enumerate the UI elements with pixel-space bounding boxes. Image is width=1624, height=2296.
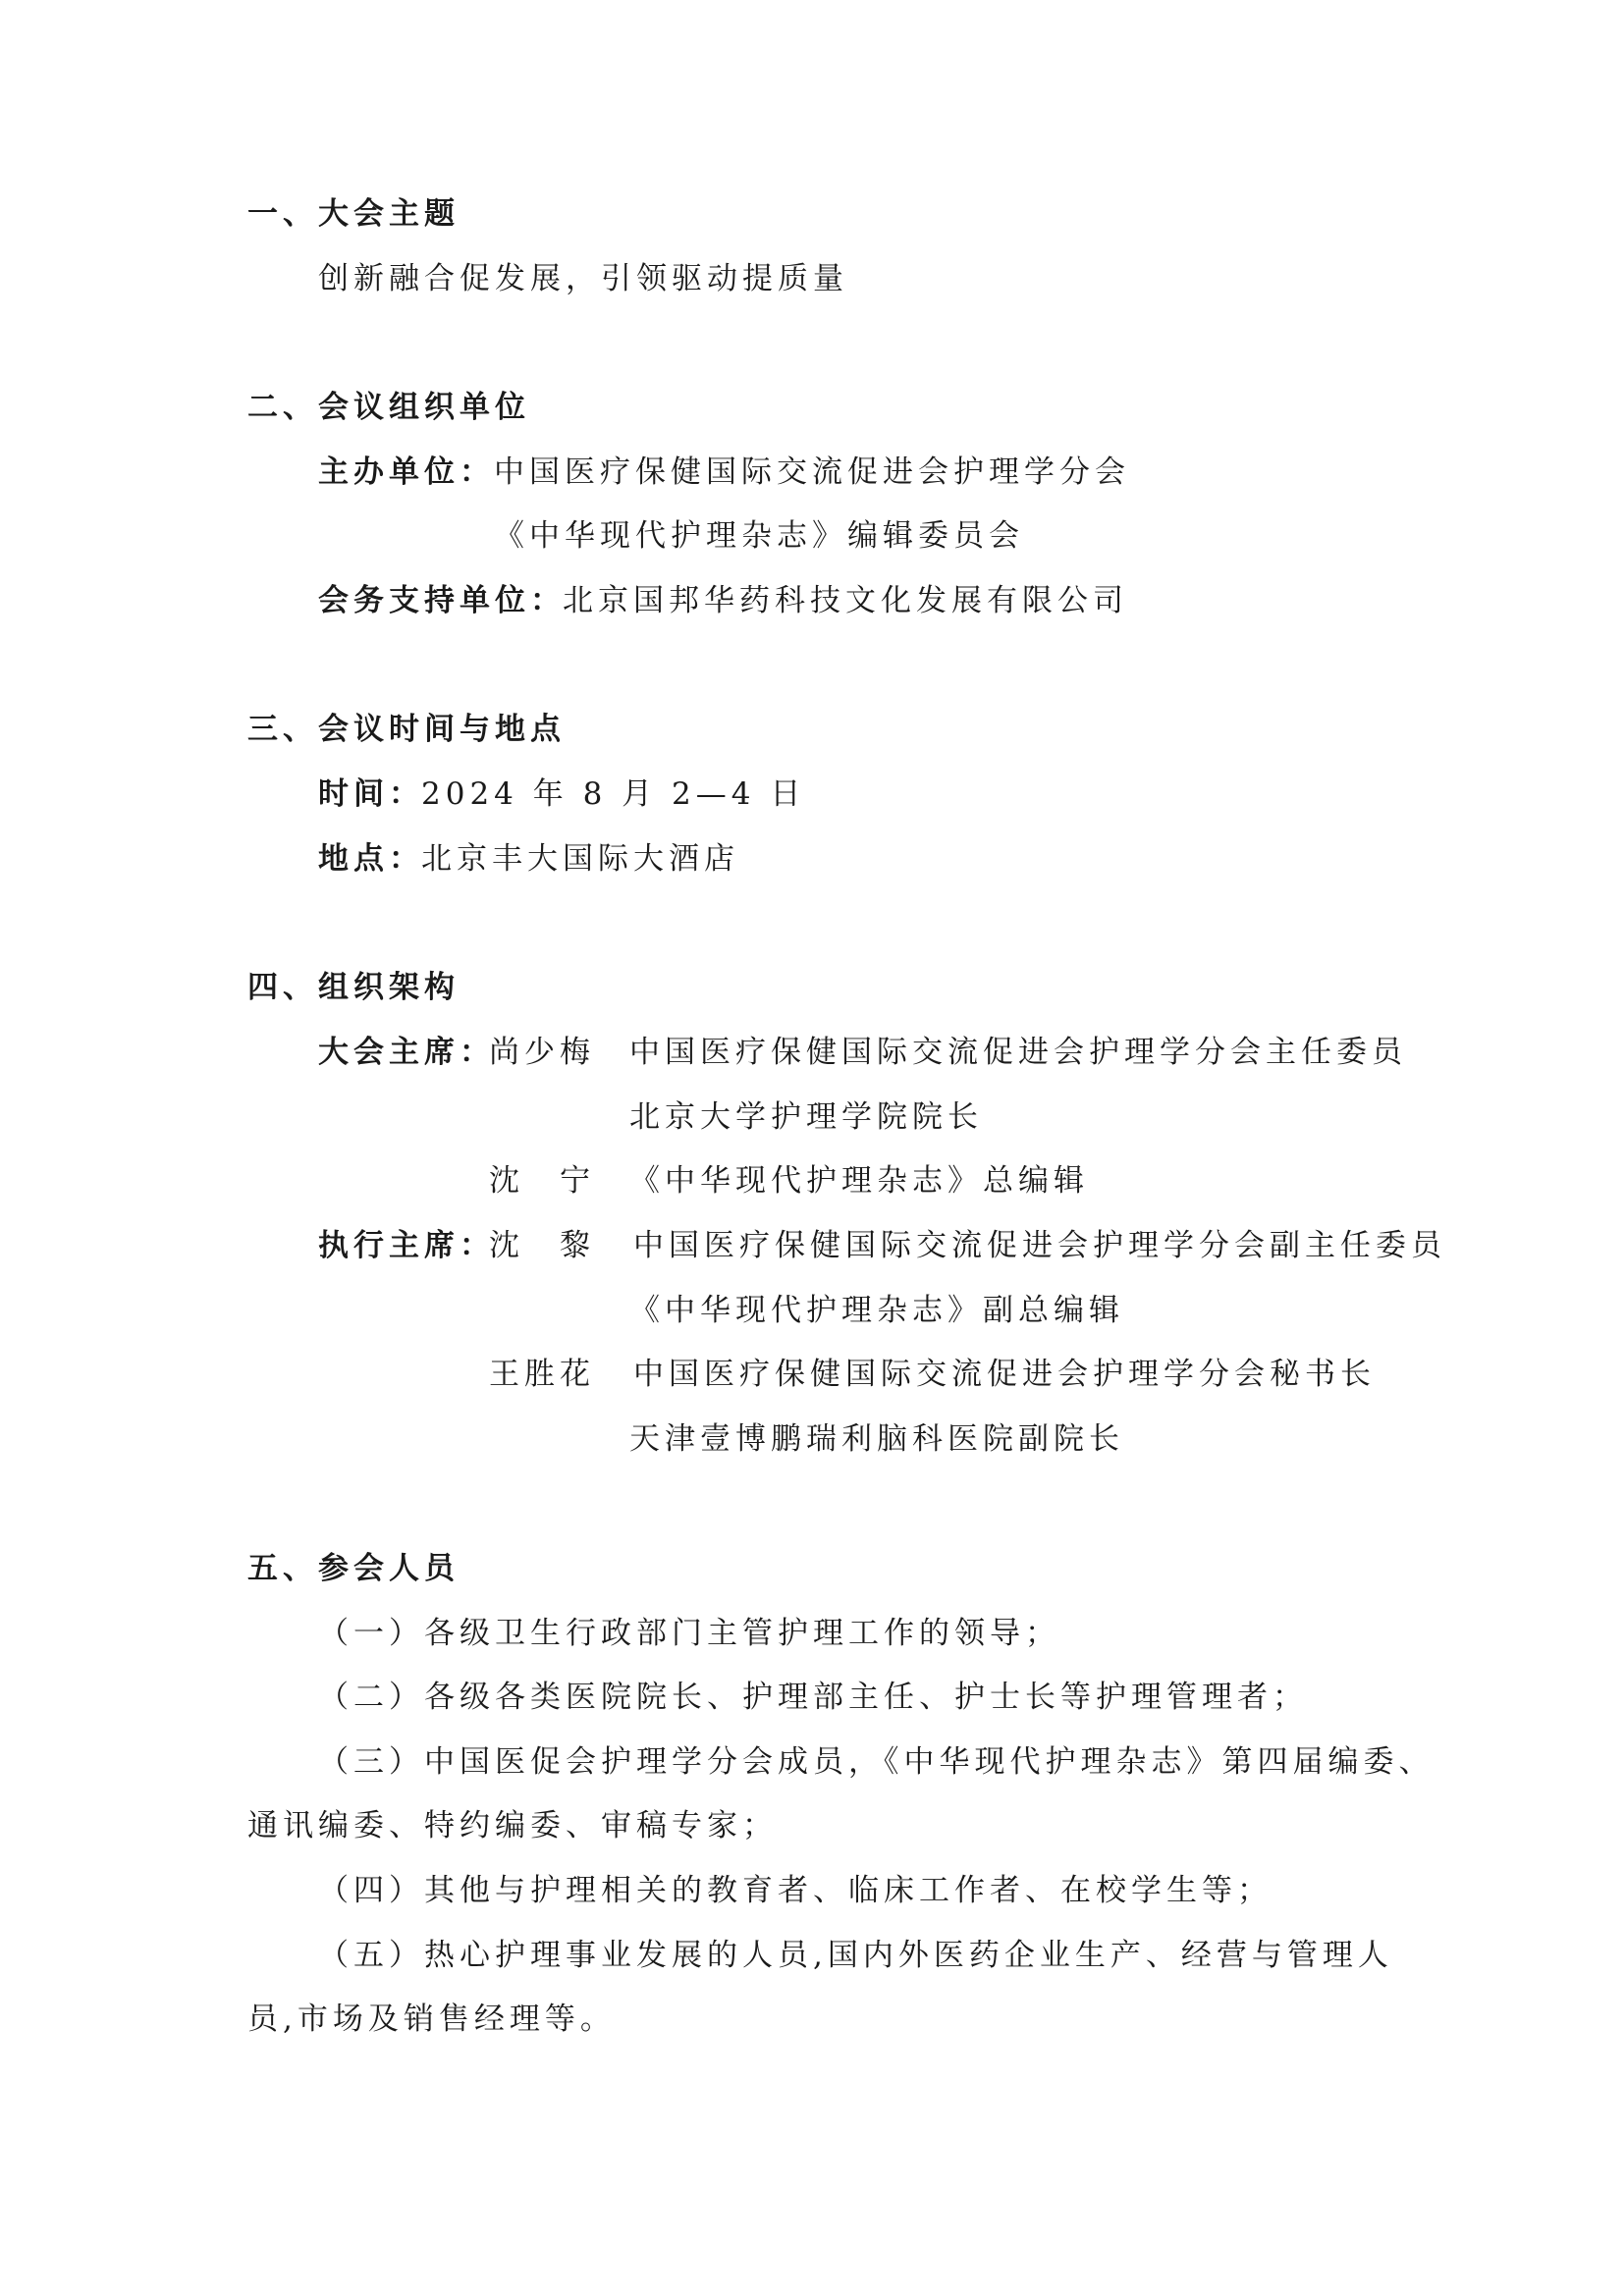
chair-2-title-1: 《中华现代护理杂志》总编辑 — [629, 1163, 1089, 1199]
time-label: 时间： — [318, 776, 424, 812]
chair-1-name: 尚少梅 — [489, 1035, 595, 1070]
exec-1-title-1: 中国医疗保健国际交流促进会护理学分会副主任委员 — [633, 1228, 1446, 1263]
host-org-2: 《中华现代护理杂志》编辑委员会 — [494, 518, 1024, 554]
chair-1-title-2: 北京大学护理学院院长 — [629, 1099, 983, 1135]
section-1-heading: 一、大会主题 — [247, 196, 460, 232]
chair-1-title-1: 中国医疗保健国际交流促进会护理学分会主任委员 — [629, 1035, 1407, 1070]
section-5-heading: 五、参会人员 — [247, 1551, 460, 1586]
section-4-heading: 四、组织架构 — [247, 970, 460, 1005]
exec-2-name: 王胜花 — [489, 1357, 595, 1392]
host-label: 主办单位： — [318, 454, 495, 490]
host-org-1: 中国医疗保健国际交流促进会护理学分会 — [494, 454, 1130, 490]
chair-2-name: 沈 宁 — [489, 1163, 595, 1199]
exec-2-title-2: 天津壹博鹏瑞利脑科医院副院长 — [629, 1421, 1124, 1457]
section-3-heading: 三、会议时间与地点 — [247, 712, 566, 747]
attendee-item-5-cont: 员,市场及销售经理等。 — [247, 2002, 616, 2037]
time-value: 2024 年 8 月 2—4 日 — [421, 776, 806, 812]
exec-2-title-1: 中国医疗保健国际交流促进会护理学分会秘书长 — [633, 1357, 1376, 1392]
exec-label: 执行主席： — [318, 1228, 495, 1263]
section-2-heading: 二、会议组织单位 — [247, 390, 530, 425]
attendee-item-3: （三）中国医促会护理学分会成员，《中华现代护理杂志》第四届编委、 — [318, 1744, 1435, 1780]
section-1-body: 创新融合促发展，引领驱动提质量 — [318, 261, 848, 296]
attendee-item-5: （五）热心护理事业发展的人员,国内外医药企业生产、经营与管理人 — [318, 1938, 1393, 1973]
chair-label: 大会主席： — [318, 1035, 495, 1070]
attendee-item-2: （二）各级各类医院院长、护理部主任、护士长等护理管理者； — [318, 1680, 1308, 1715]
exec-1-title-2: 《中华现代护理杂志》副总编辑 — [629, 1293, 1124, 1328]
exec-1-name: 沈 黎 — [489, 1228, 595, 1263]
place-label: 地点： — [318, 841, 424, 877]
support-label: 会务支持单位： — [318, 583, 566, 618]
attendee-item-4: （四）其他与护理相关的教育者、临床工作者、在校学生等； — [318, 1873, 1272, 1908]
attendee-item-1: （一）各级卫生行政部门主管护理工作的领导； — [318, 1616, 1060, 1651]
support-org: 北京国邦华药科技文化发展有限公司 — [563, 583, 1128, 618]
attendee-item-3-cont: 通讯编委、特约编委、审稿专家； — [247, 1808, 778, 1843]
place-value: 北京丰大国际大酒店 — [421, 841, 739, 877]
